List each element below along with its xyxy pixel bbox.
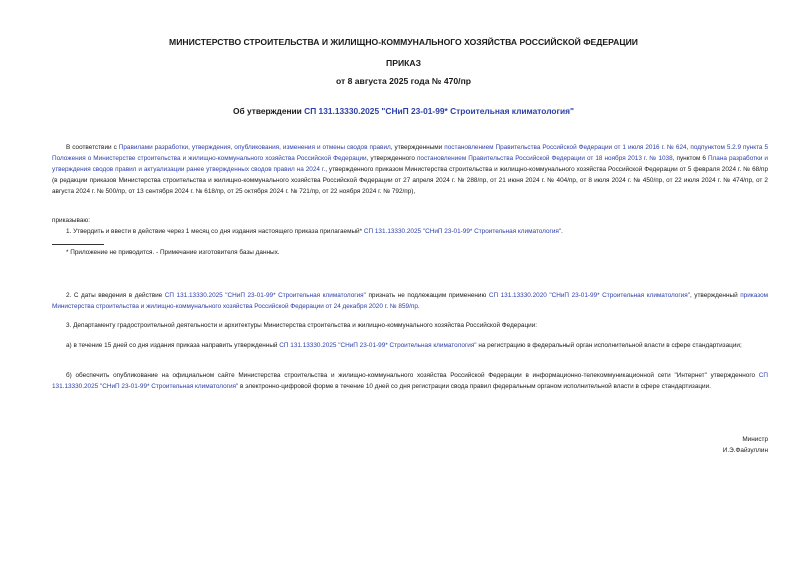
item-1-link[interactable]: СП 131.13330.2025 "СНиП 23-01-99* Строительная климатология" <box>363 228 562 235</box>
item-1-text: 1. Утвердить и ввести в действие через 1 месяц со дня издания настоящего приказа прилагаемый* <box>66 228 364 235</box>
item-2-text-2: признать не подлежащим применению <box>365 292 489 299</box>
date-number-heading: от 8 августа 2025 года № 470/пр <box>335 76 472 86</box>
footnote-divider <box>52 244 104 245</box>
order-word: приказываю: <box>52 217 90 224</box>
item-3a-text-2: на регистрацию в федеральный орган исполнительной власти в сфере стандартизации; <box>476 342 742 349</box>
item-1-end: . <box>561 228 563 235</box>
preamble-text-5: , пунктом 6 <box>672 155 708 162</box>
link-resolution-1038[interactable]: постановлением Правительства Российской Федерации от 18 ноября 2013 г. № 1038 <box>416 155 673 162</box>
footnote: * Приложение не приводится. - Примечание изготовителя базы данных. <box>66 249 280 256</box>
item-2-text-1: 2. С даты введения в действие <box>66 292 165 299</box>
signature-name: И.Э.Файзуллин <box>722 447 768 454</box>
preamble-text-3: , <box>686 144 691 151</box>
link-rules[interactable]: Правилами разработки, утверждения, опубликования, изменения и отмены сводов правил <box>118 144 391 151</box>
item-3a-link[interactable]: СП 131.13330.2025 "СНиП 23-01-99* Строительная климатология" <box>279 342 477 349</box>
preamble-text-1: В соответствии с <box>66 144 119 151</box>
link-plan-2024[interactable]: Плана разработки и утверждения сводов правил и актуализации ранее утвержденных сводов правил на 2024 г. <box>52 155 769 173</box>
item-3a-text-1: а) в течение 15 дней со дня издания приказа направить утвержденный <box>66 342 280 349</box>
item-2-text-4: . <box>417 303 420 310</box>
item-2-link-order-859[interactable]: приказом Министерства строительства и жилищно-коммунального хозяйства Российской Федерации от 24 декабря 2020 г. № 859/пр <box>52 292 769 310</box>
doc-type-heading: ПРИКАЗ <box>386 58 421 68</box>
item-3a <box>52 340 768 351</box>
link-regulation-subclause[interactable]: подпунктом 5.2.9 пункта 5 Положения о Министерстве строительства и жилищно-коммунального хозяйства Российской Федерации <box>52 144 769 162</box>
item-2-text-3: , утвержденный <box>689 292 741 299</box>
signature-position: Министр <box>742 436 768 443</box>
item-3b-link[interactable]: СП 131.13330.2025 "СНиП 23-01-99* Строительная климатология" <box>52 372 768 390</box>
preamble-text-4: , утвержденного <box>366 155 417 162</box>
item-2 <box>52 290 768 312</box>
ministry-heading: МИНИСТЕРСТВО СТРОИТЕЛЬСТВА И ЖИЛИЩНО-КОММУНАЛЬНОГО ХОЗЯЙСТВА РОССИЙСКОЙ ФЕДЕРАЦИИ <box>169 37 638 47</box>
preamble-text-6: , утвержденного приказом Министерства строительства и жилищно-коммунального хозяйства Российской Федерации от 5 февраля 2024 г. № 68/пр (в редакции приказов Министерства строительства и жилищно-коммунального хозяйства Российской Федерации от 27 апреля 2024 г. № 288/пр, от 21 июня 2024 г. № 404/пр, от 8 июля 2024 г. № 450/пр, от 22 июля 2024 г. № 474/пр, от 2 августа 2024 г. № 500/пр, от 13 сентября 2024 г. № 618/пр, от 25 октября 2024 г. № 721/пр, от 22 ноября 2024 г. № 792/пр), <box>52 166 769 195</box>
item-3b-text-1: б) обеспечить опубликование на официальном сайте Министерства строительства и жилищно-коммунального хозяйства Российской Федерации в информационно-телекоммуникационной сети "Интернет" утвержденного <box>66 372 759 379</box>
preamble-paragraph <box>52 142 768 197</box>
item-1 <box>66 226 768 237</box>
order-title-link[interactable]: СП 131.13330.2025 "СНиП 23-01-99* Строительная климатология" <box>304 106 575 116</box>
item-3: 3. Департаменту градостроительной деятельности и архитектуры Министерства строительства и жилищно-коммунального хозяйства Российской Федерации: <box>66 322 538 329</box>
preamble-text-2: , утвержденными <box>390 144 445 151</box>
item-3b <box>52 370 768 392</box>
order-title-prefix: Об утверждении <box>232 106 305 116</box>
item-3b-text-2: в электронно-цифровой форме в течение 10 дней со дня регистрации свода правил федеральным органом исполнительной власти в сфере стандартизации. <box>238 383 711 390</box>
order-title <box>0 106 807 116</box>
item-2-link-old-sp[interactable]: СП 131.13330.2020 "СНиП 23-01-99* Строительная климатология" <box>488 292 690 299</box>
item-2-link-new-sp[interactable]: СП 131.13330.2025 "СНиП 23-01-99* Строительная климатология" <box>164 292 366 299</box>
link-resolution-624[interactable]: постановлением Правительства Российской Федерации от 1 июля 2016 г. № 624 <box>444 144 687 151</box>
